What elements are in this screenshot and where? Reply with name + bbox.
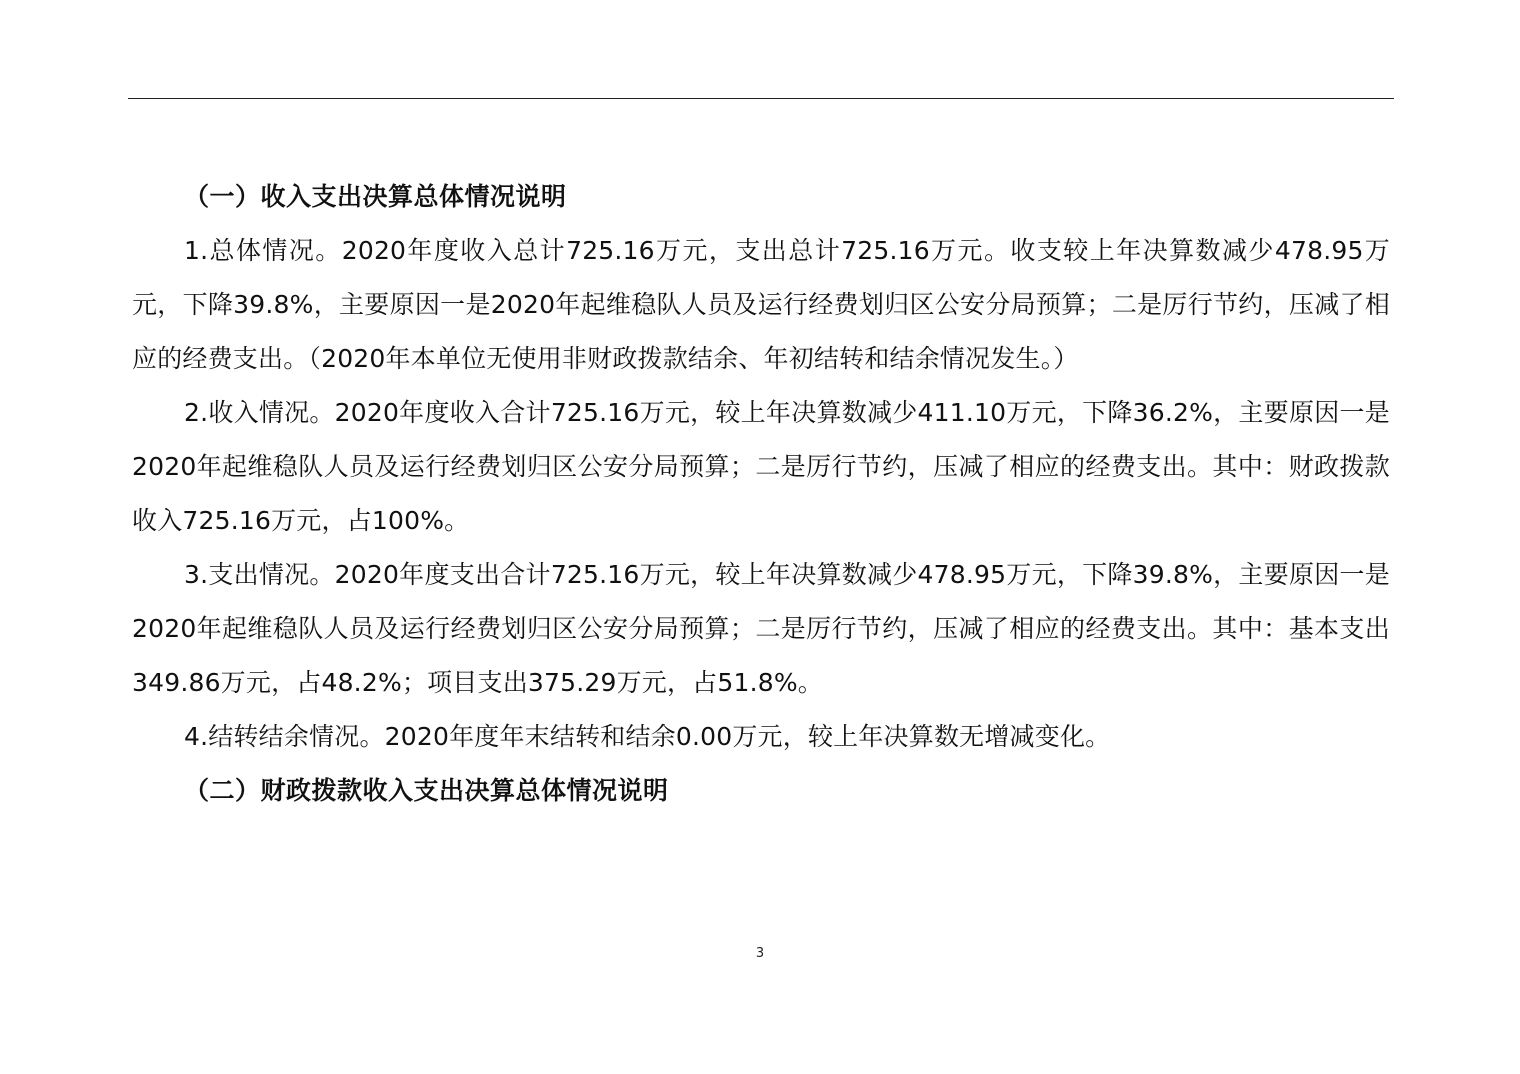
- page-number: 3: [755, 946, 765, 961]
- paragraph-income: 2.收入情况。2020年度收入合计725.16万元，较上年决算数减少411.10万元，下降36.2%，主要原因一是2020年起维稳队人员及运行经费划归区公安分局预算；二是厉行节约，压减了相应的经费支出。其中：财政拨款收入725.16万元，占100%。: [132, 398, 1390, 535]
- paragraph-overall: 1.总体情况。2020年度收入总计725.16万元，支出总计725.16万元。收支较上年决算数减少478.95万元，下降39.8%，主要原因一是2020年起维稳队人员及运行经费划归区公安分局预算；二是厉行节约，压减了相应的经费支出。（2020年本单位无使用非财政拨款结余、年初结转和结余情况发生。）: [132, 236, 1390, 373]
- header-rule: [128, 98, 1394, 99]
- section-heading-1: （一）收入支出决算总体情况说明: [184, 182, 567, 211]
- section-heading-2: （二）财政拨款收入支出决算总体情况说明: [184, 776, 669, 805]
- paragraph-carryover: 4.结转结余情况。2020年度年末结转和结余0.00万元，较上年决算数无增减变化。: [184, 722, 1111, 751]
- paragraph-expenditure: 3.支出情况。2020年度支出合计725.16万元，较上年决算数减少478.95万元，下降39.8%，主要原因一是2020年起维稳队人员及运行经费划归区公安分局预算；二是厉行节约，压减了相应的经费支出。其中：基本支出349.86万元，占48.2%；项目支出375.29万元，占51.8%。: [132, 560, 1390, 697]
- document-body: [132, 170, 1390, 818]
